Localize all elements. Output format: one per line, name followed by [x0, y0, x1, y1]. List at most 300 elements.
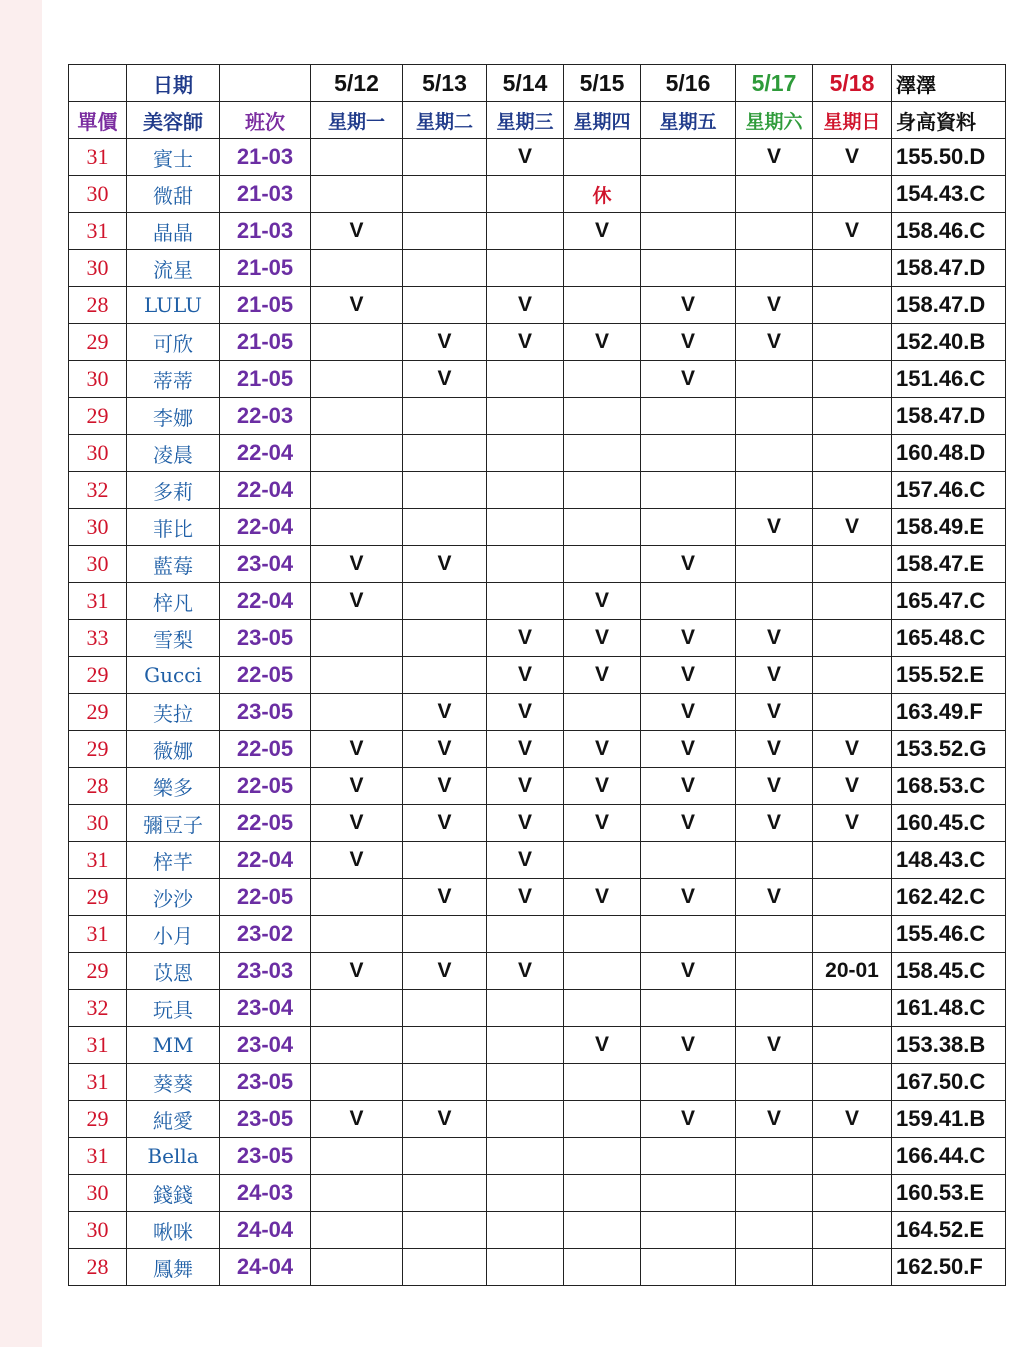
schedule-table [68, 64, 1006, 1286]
stylist-name-cell: 苡恩 [127, 953, 220, 990]
schedule-mark-cell [311, 139, 403, 176]
price-cell: 28 [69, 768, 127, 805]
schedule-mark-cell [813, 398, 892, 435]
schedule-mark-cell [564, 1175, 641, 1212]
price-cell: 31 [69, 1064, 127, 1101]
table-row [69, 1064, 1006, 1101]
schedule-mark-cell [813, 1064, 892, 1101]
table-row [69, 361, 1006, 398]
schedule-mark-cell: V [403, 953, 487, 990]
schedule-mark-cell [641, 990, 736, 1027]
price-cell: 29 [69, 879, 127, 916]
shift-cell: 21-03 [220, 213, 311, 250]
schedule-mark-cell [736, 398, 813, 435]
schedule-mark-cell: V [311, 287, 403, 324]
date-header: 5/16 [641, 65, 736, 102]
header-row-dates [69, 65, 1006, 102]
schedule-mark-cell [641, 1064, 736, 1101]
shift-cell: 23-05 [220, 694, 311, 731]
schedule-mark-cell: V [736, 805, 813, 842]
schedule-mark-cell [403, 435, 487, 472]
shift-cell: 22-04 [220, 842, 311, 879]
stylist-name-cell: 沙沙 [127, 879, 220, 916]
weekday-header: 星期二 [403, 102, 487, 139]
schedule-mark-cell: V [403, 1101, 487, 1138]
schedule-mark-cell: V [487, 731, 564, 768]
date-header: 5/15 [564, 65, 641, 102]
schedule-mark-cell [641, 1175, 736, 1212]
schedule-mark-cell [311, 361, 403, 398]
price-cell: 29 [69, 953, 127, 990]
schedule-mark-cell: 休 [564, 176, 641, 213]
shift-cell: 23-04 [220, 990, 311, 1027]
schedule-mark-cell [487, 361, 564, 398]
schedule-mark-cell: V [736, 509, 813, 546]
schedule-mark-cell [813, 1138, 892, 1175]
height-data-cell: 158.47.D [892, 398, 1006, 435]
height-data-cell: 158.49.E [892, 509, 1006, 546]
stylist-name-cell: 菲比 [127, 509, 220, 546]
schedule-mark-cell: V [641, 287, 736, 324]
shift-cell: 21-03 [220, 139, 311, 176]
schedule-mark-cell [641, 1138, 736, 1175]
header-empty-cell [69, 65, 127, 102]
date-header: 5/14 [487, 65, 564, 102]
schedule-mark-cell [641, 435, 736, 472]
schedule-mark-cell: V [736, 657, 813, 694]
schedule-mark-cell [311, 1212, 403, 1249]
schedule-mark-cell [487, 916, 564, 953]
schedule-mark-cell: V [736, 287, 813, 324]
stylist-name-cell: Bella [127, 1138, 220, 1175]
weekday-header: 星期日 [813, 102, 892, 139]
name-header: 美容師 [127, 102, 220, 139]
height-data-cell: 159.41.B [892, 1101, 1006, 1138]
table-row [69, 842, 1006, 879]
schedule-mark-cell [736, 435, 813, 472]
schedule-mark-cell [736, 361, 813, 398]
schedule-mark-cell: V [311, 953, 403, 990]
shift-cell: 24-04 [220, 1249, 311, 1286]
schedule-mark-cell [564, 990, 641, 1027]
shift-cell: 23-04 [220, 546, 311, 583]
height-data-cell: 148.43.C [892, 842, 1006, 879]
schedule-mark-cell: V [813, 139, 892, 176]
price-cell: 31 [69, 583, 127, 620]
price-cell: 30 [69, 435, 127, 472]
schedule-mark-cell [487, 1138, 564, 1175]
schedule-mark-cell [487, 1249, 564, 1286]
shift-cell: 21-03 [220, 176, 311, 213]
schedule-mark-cell [736, 916, 813, 953]
schedule-mark-cell [641, 1212, 736, 1249]
price-cell: 30 [69, 250, 127, 287]
schedule-mark-cell [403, 1064, 487, 1101]
schedule-mark-cell [487, 1101, 564, 1138]
price-cell: 29 [69, 1101, 127, 1138]
price-header: 單價 [69, 102, 127, 139]
schedule-mark-cell [487, 398, 564, 435]
schedule-mark-cell [641, 916, 736, 953]
schedule-mark-cell: V [564, 583, 641, 620]
schedule-mark-cell [403, 916, 487, 953]
shift-header: 班次 [220, 102, 311, 139]
schedule-mark-cell [736, 1249, 813, 1286]
price-cell: 29 [69, 398, 127, 435]
price-cell: 31 [69, 213, 127, 250]
schedule-mark-cell [564, 1212, 641, 1249]
schedule-mark-cell [403, 620, 487, 657]
schedule-mark-cell: V [487, 768, 564, 805]
shift-cell: 21-05 [220, 361, 311, 398]
schedule-mark-cell [403, 213, 487, 250]
stylist-name-cell: 流星 [127, 250, 220, 287]
schedule-mark-cell: V [641, 731, 736, 768]
schedule-mark-cell: V [641, 805, 736, 842]
schedule-mark-cell: V [736, 324, 813, 361]
table-row [69, 1027, 1006, 1064]
schedule-mark-cell [813, 583, 892, 620]
table-row [69, 1212, 1006, 1249]
schedule-mark-cell [736, 250, 813, 287]
schedule-mark-cell: V [736, 139, 813, 176]
price-cell: 28 [69, 1249, 127, 1286]
schedule-mark-cell [736, 1064, 813, 1101]
schedule-mark-cell: V [487, 879, 564, 916]
price-cell: 30 [69, 546, 127, 583]
schedule-mark-cell: V [487, 953, 564, 990]
schedule-mark-cell [487, 583, 564, 620]
schedule-mark-cell [403, 1212, 487, 1249]
stylist-name-cell: 錢錢 [127, 1175, 220, 1212]
shift-cell: 22-03 [220, 398, 311, 435]
price-cell: 30 [69, 176, 127, 213]
table-row [69, 287, 1006, 324]
weekday-header: 星期一 [311, 102, 403, 139]
schedule-mark-cell [311, 176, 403, 213]
height-data-cell: 153.52.G [892, 731, 1006, 768]
height-data-cell: 151.46.C [892, 361, 1006, 398]
price-cell: 31 [69, 139, 127, 176]
date-header: 5/18 [813, 65, 892, 102]
height-data-cell: 158.47.E [892, 546, 1006, 583]
schedule-mark-cell: V [641, 1101, 736, 1138]
schedule-mark-cell: V [403, 546, 487, 583]
schedule-mark-cell: V [813, 1101, 892, 1138]
stylist-name-cell: 微甜 [127, 176, 220, 213]
schedule-mark-cell [564, 398, 641, 435]
schedule-mark-cell: V [311, 842, 403, 879]
schedule-mark-cell: V [403, 361, 487, 398]
table-row [69, 694, 1006, 731]
table-row [69, 805, 1006, 842]
schedule-mark-cell [403, 176, 487, 213]
schedule-mark-cell: V [736, 768, 813, 805]
table-row [69, 657, 1006, 694]
table-row [69, 435, 1006, 472]
schedule-mark-cell: V [813, 731, 892, 768]
price-cell: 31 [69, 842, 127, 879]
schedule-mark-cell [487, 176, 564, 213]
schedule-mark-cell [311, 620, 403, 657]
stylist-name-cell: 樂多 [127, 768, 220, 805]
schedule-mark-cell [403, 509, 487, 546]
schedule-mark-cell [487, 1027, 564, 1064]
schedule-mark-cell: V [813, 213, 892, 250]
stylist-name-cell: 雪梨 [127, 620, 220, 657]
height-data-cell: 158.47.D [892, 287, 1006, 324]
schedule-mark-cell [813, 287, 892, 324]
schedule-mark-cell: 20-01 [813, 953, 892, 990]
stylist-name-cell: 凌晨 [127, 435, 220, 472]
schedule-mark-cell [403, 398, 487, 435]
schedule-mark-cell: V [736, 1027, 813, 1064]
date-label: 日期 [127, 65, 220, 102]
schedule-mark-cell: V [403, 805, 487, 842]
schedule-mark-cell: V [641, 1027, 736, 1064]
height-data-cell: 165.47.C [892, 583, 1006, 620]
schedule-mark-cell: V [813, 768, 892, 805]
shift-cell: 22-04 [220, 583, 311, 620]
shift-cell: 23-04 [220, 1027, 311, 1064]
schedule-mark-cell: V [487, 805, 564, 842]
schedule-mark-cell [736, 583, 813, 620]
schedule-mark-cell [564, 250, 641, 287]
height-data-cell: 158.45.C [892, 953, 1006, 990]
schedule-mark-cell [736, 213, 813, 250]
stylist-name-cell: 蒂蒂 [127, 361, 220, 398]
schedule-mark-cell: V [736, 879, 813, 916]
schedule-mark-cell [564, 1064, 641, 1101]
schedule-mark-cell [487, 250, 564, 287]
height-data-cell: 162.42.C [892, 879, 1006, 916]
schedule-mark-cell [311, 916, 403, 953]
schedule-mark-cell [641, 213, 736, 250]
schedule-mark-cell [813, 435, 892, 472]
schedule-mark-cell [403, 657, 487, 694]
price-cell: 30 [69, 361, 127, 398]
schedule-mark-cell [813, 472, 892, 509]
price-cell: 31 [69, 1027, 127, 1064]
schedule-mark-cell: V [564, 879, 641, 916]
schedule-mark-cell [564, 361, 641, 398]
shift-cell: 22-05 [220, 879, 311, 916]
table-row [69, 1138, 1006, 1175]
table-row [69, 139, 1006, 176]
price-cell: 29 [69, 731, 127, 768]
schedule-mark-cell: V [487, 620, 564, 657]
schedule-mark-cell: V [487, 324, 564, 361]
schedule-mark-cell [487, 435, 564, 472]
schedule-mark-cell: V [641, 657, 736, 694]
schedule-mark-cell [311, 472, 403, 509]
date-header: 5/13 [403, 65, 487, 102]
schedule-mark-cell: V [311, 768, 403, 805]
schedule-mark-cell: V [813, 509, 892, 546]
schedule-mark-cell [736, 1138, 813, 1175]
schedule-mark-cell: V [641, 768, 736, 805]
schedule-mark-cell [736, 953, 813, 990]
schedule-mark-cell: V [564, 805, 641, 842]
price-cell: 30 [69, 509, 127, 546]
stylist-name-cell: 多莉 [127, 472, 220, 509]
shift-cell: 22-05 [220, 805, 311, 842]
schedule-mark-cell [564, 139, 641, 176]
shift-cell: 23-05 [220, 1101, 311, 1138]
schedule-mark-cell [564, 1249, 641, 1286]
schedule-mark-cell: V [641, 324, 736, 361]
stylist-name-cell: 李娜 [127, 398, 220, 435]
schedule-mark-cell [736, 1175, 813, 1212]
stylist-name-cell: LULU [127, 287, 220, 324]
schedule-mark-cell: V [403, 768, 487, 805]
table-row [69, 176, 1006, 213]
table-row [69, 398, 1006, 435]
schedule-mark-cell: V [487, 287, 564, 324]
schedule-mark-cell: V [736, 1101, 813, 1138]
price-cell: 29 [69, 657, 127, 694]
schedule-mark-cell: V [311, 731, 403, 768]
weekday-header: 星期四 [564, 102, 641, 139]
schedule-mark-cell: V [311, 213, 403, 250]
price-cell: 29 [69, 324, 127, 361]
schedule-mark-cell [813, 1212, 892, 1249]
header-empty-cell [220, 65, 311, 102]
shift-cell: 23-05 [220, 1138, 311, 1175]
schedule-mark-cell: V [311, 1101, 403, 1138]
schedule-mark-cell [813, 990, 892, 1027]
schedule-mark-cell [311, 657, 403, 694]
schedule-mark-cell [311, 324, 403, 361]
schedule-mark-cell [813, 657, 892, 694]
schedule-mark-cell [487, 213, 564, 250]
schedule-mark-cell: V [641, 953, 736, 990]
schedule-mark-cell [564, 1138, 641, 1175]
schedule-mark-cell: V [564, 1027, 641, 1064]
shift-cell: 24-03 [220, 1175, 311, 1212]
weekday-header: 星期三 [487, 102, 564, 139]
price-cell: 31 [69, 1138, 127, 1175]
schedule-mark-cell: V [564, 324, 641, 361]
schedule-mark-cell [641, 250, 736, 287]
weekday-header: 星期六 [736, 102, 813, 139]
schedule-mark-cell [311, 398, 403, 435]
shift-cell: 23-05 [220, 620, 311, 657]
table-row [69, 1101, 1006, 1138]
height-data-cell: 155.50.D [892, 139, 1006, 176]
price-cell: 29 [69, 694, 127, 731]
schedule-mark-cell [813, 694, 892, 731]
left-margin-strip [0, 0, 42, 1347]
schedule-mark-cell [813, 176, 892, 213]
schedule-mark-cell [311, 1138, 403, 1175]
table-row [69, 990, 1006, 1027]
schedule-mark-cell [403, 472, 487, 509]
schedule-mark-cell: V [403, 879, 487, 916]
schedule-mark-cell: V [564, 657, 641, 694]
schedule-mark-cell: V [813, 805, 892, 842]
schedule-mark-cell [564, 916, 641, 953]
schedule-mark-cell [813, 1027, 892, 1064]
stylist-name-cell: 薇娜 [127, 731, 220, 768]
stylist-name-cell: MM [127, 1027, 220, 1064]
schedule-mark-cell [564, 1101, 641, 1138]
schedule-mark-cell: V [641, 620, 736, 657]
height-data-cell: 160.53.E [892, 1175, 1006, 1212]
schedule-mark-cell [311, 435, 403, 472]
schedule-mark-cell: V [564, 768, 641, 805]
schedule-mark-cell [813, 361, 892, 398]
schedule-mark-cell [813, 1175, 892, 1212]
price-cell: 32 [69, 472, 127, 509]
shift-cell: 21-05 [220, 287, 311, 324]
schedule-mark-cell [641, 583, 736, 620]
schedule-mark-cell [813, 879, 892, 916]
schedule-mark-cell: V [487, 842, 564, 879]
height-data-cell: 166.44.C [892, 1138, 1006, 1175]
schedule-mark-cell [564, 472, 641, 509]
stylist-name-cell: 芙拉 [127, 694, 220, 731]
schedule-mark-cell [487, 1212, 564, 1249]
schedule-mark-cell [564, 435, 641, 472]
schedule-mark-cell [736, 176, 813, 213]
table-row [69, 620, 1006, 657]
schedule-mark-cell [564, 287, 641, 324]
shift-cell: 21-05 [220, 324, 311, 361]
stylist-name-cell: 彌豆子 [127, 805, 220, 842]
table-row [69, 546, 1006, 583]
shift-cell: 23-02 [220, 916, 311, 953]
schedule-mark-cell [311, 879, 403, 916]
height-data-cell: 163.49.F [892, 694, 1006, 731]
schedule-mark-cell: V [736, 694, 813, 731]
schedule-mark-cell [487, 1175, 564, 1212]
stylist-name-cell: 啾咪 [127, 1212, 220, 1249]
shift-cell: 23-05 [220, 1064, 311, 1101]
schedule-mark-cell [403, 842, 487, 879]
stylist-name-cell: 賓士 [127, 139, 220, 176]
schedule-mark-cell [564, 842, 641, 879]
schedule-mark-cell [736, 842, 813, 879]
height-data-cell: 160.45.C [892, 805, 1006, 842]
table-row [69, 472, 1006, 509]
schedule-mark-cell [403, 139, 487, 176]
shift-cell: 22-04 [220, 472, 311, 509]
schedule-mark-cell: V [403, 731, 487, 768]
schedule-mark-cell [311, 1249, 403, 1286]
price-cell: 30 [69, 1212, 127, 1249]
schedule-mark-cell: V [641, 879, 736, 916]
height-data-cell: 161.48.C [892, 990, 1006, 1027]
shift-cell: 22-05 [220, 657, 311, 694]
schedule-mark-cell [311, 250, 403, 287]
height-data-cell: 167.50.C [892, 1064, 1006, 1101]
stylist-name-cell: 梓芊 [127, 842, 220, 879]
stylist-name-cell: 葵葵 [127, 1064, 220, 1101]
schedule-mark-cell [641, 398, 736, 435]
price-cell: 28 [69, 287, 127, 324]
table-row [69, 768, 1006, 805]
schedule-mark-cell [736, 472, 813, 509]
schedule-mark-cell [641, 139, 736, 176]
schedule-mark-cell: V [564, 731, 641, 768]
schedule-mark-cell [736, 1212, 813, 1249]
schedule-mark-cell [641, 509, 736, 546]
height-data-cell: 158.46.C [892, 213, 1006, 250]
shift-cell: 22-05 [220, 768, 311, 805]
schedule-mark-cell: V [736, 731, 813, 768]
stylist-name-cell: Gucci [127, 657, 220, 694]
